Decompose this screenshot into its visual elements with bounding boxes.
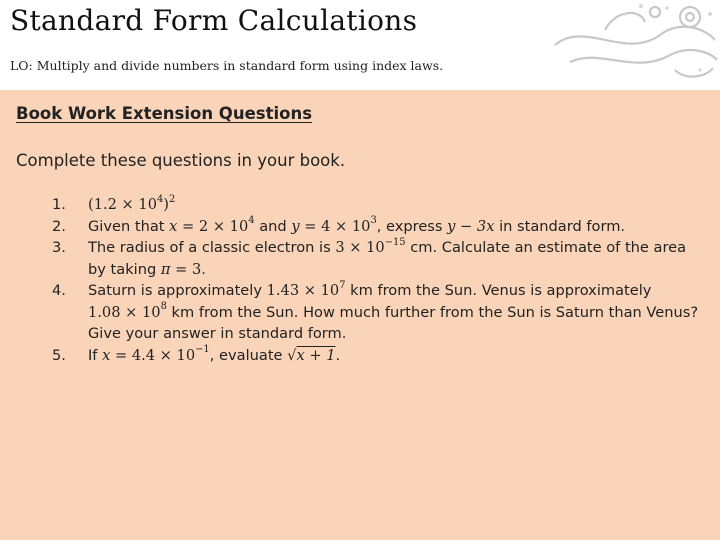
text-run: by taking	[88, 260, 161, 278]
question-text	[88, 237, 713, 280]
math-expression: = 4 × 10	[299, 217, 371, 235]
question-1	[0, 194, 720, 216]
page-title: Standard Form Calculations	[10, 4, 418, 37]
math-variable: π	[160, 260, 171, 278]
math-expression: y − 3x	[447, 217, 495, 235]
text-run: Give your answer in standard form.	[88, 325, 347, 342]
math-variable: x	[169, 217, 178, 235]
math-expression: = 3	[170, 260, 202, 278]
math-variable: y	[291, 217, 300, 235]
text-run: .	[201, 260, 206, 278]
math-expression: x + 1	[296, 346, 336, 364]
question-number: 3.	[52, 239, 66, 256]
question-2	[0, 216, 720, 238]
question-number: 5.	[52, 346, 66, 364]
learning-objective: LO: Multiply and divide numbers in standard form using index laws.	[10, 58, 444, 73]
text-run: The radius of a classic electron is	[88, 239, 336, 256]
math-exponent: 3	[370, 215, 377, 227]
math-exponent: 7	[339, 279, 346, 291]
math-exponent: 4	[248, 215, 255, 227]
question-number: 1.	[52, 196, 66, 213]
section-heading: Book Work Extension Questions	[16, 104, 313, 123]
math-base: (1.2 × 10	[88, 196, 157, 213]
math-exponent: 4	[156, 193, 164, 205]
instruction-text: Complete these questions in your book.	[16, 151, 346, 170]
math-variable: x	[102, 346, 111, 364]
question-4	[0, 280, 720, 345]
question-number: 2.	[52, 217, 66, 235]
text-run: Given that	[88, 217, 170, 235]
question-text	[88, 216, 713, 238]
question-text	[88, 345, 713, 367]
text-run: .	[335, 346, 341, 364]
text-run: km from the Sun. Venus is approximately	[345, 282, 652, 299]
math-expression: = 2 × 10	[177, 217, 249, 235]
math-expression: = 4.4 × 10	[110, 346, 196, 364]
math-expression: 3 × 10	[335, 239, 385, 256]
decorative-swirl-icon	[545, 0, 720, 88]
text-run: If	[88, 346, 103, 364]
question-3	[0, 237, 720, 280]
text-run: km from the Sun. How much further from the Sun is Saturn than Venus?	[166, 303, 699, 321]
text-run: cm. Calculate an estimate of the area	[405, 239, 687, 256]
content-panel	[0, 90, 720, 540]
question-number: 4.	[52, 282, 66, 299]
text-run: , express	[376, 217, 448, 235]
text-run: in standard form.	[494, 217, 626, 235]
question-5	[0, 345, 720, 367]
math-exponent: −1	[195, 344, 210, 356]
question-list	[0, 194, 720, 366]
math-expression: 1.08 × 10	[88, 303, 161, 321]
text-run: Saturn is approximately	[88, 282, 267, 299]
math-bracket: )	[163, 196, 169, 213]
math-expression: 1.43 × 10	[266, 282, 340, 299]
question-text	[88, 194, 713, 216]
math-exponent: 8	[160, 301, 167, 313]
square-root-symbol: √	[287, 346, 297, 364]
text-run: and	[254, 217, 292, 235]
math-exponent: 2	[169, 193, 176, 205]
text-run: , evaluate	[209, 346, 288, 364]
question-text	[88, 280, 713, 345]
math-exponent: −15	[384, 236, 406, 248]
slide-header	[0, 0, 720, 90]
